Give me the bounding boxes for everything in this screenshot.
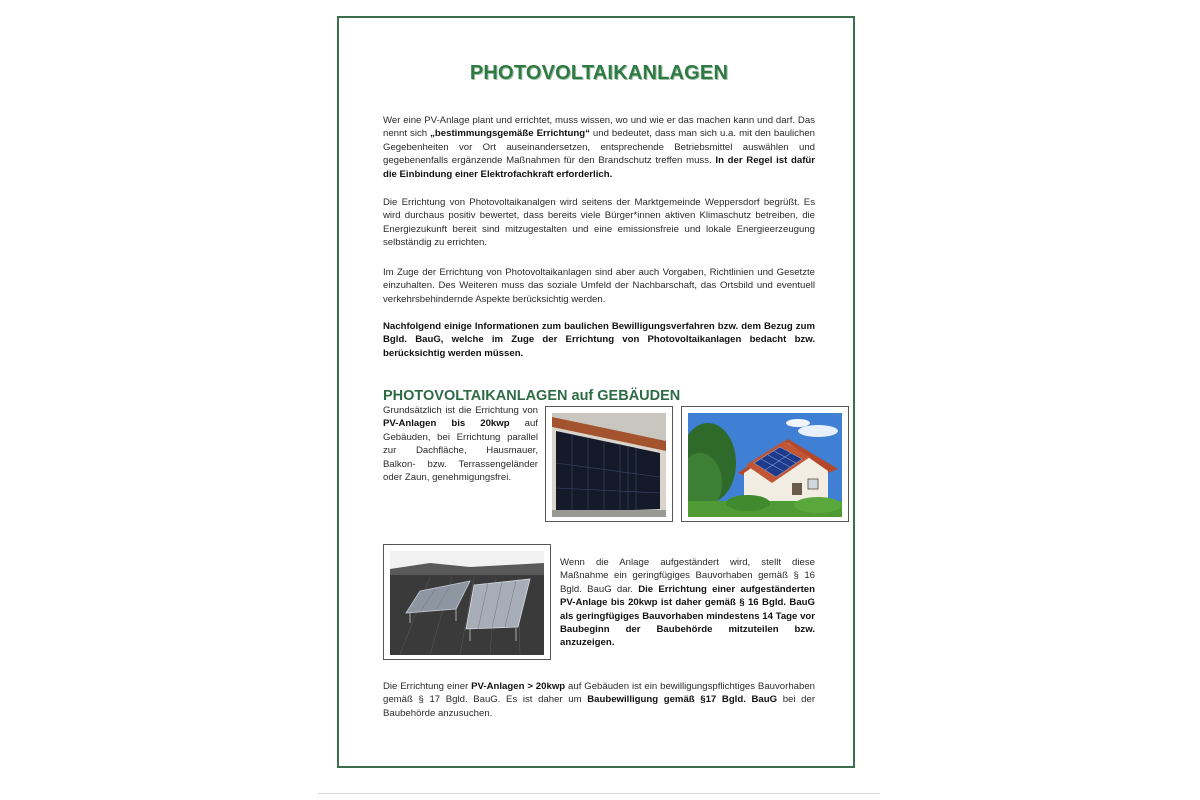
section-heading: PHOTOVOLTAIKANLAGEN auf GEBÄUDEN [383,388,681,404]
elevated-pv-image [390,551,544,655]
photo-roof-pv-house [681,406,849,522]
facade-pv-image [552,413,666,517]
p7-bold-2: Baubewilligung gemäß §17 Bgld. BauG [587,694,778,706]
page-content [383,62,816,719]
p5-bold: PV-Anlagen bis 20kwp [383,418,510,430]
p7-text-1: Die Errichtung einer [383,681,472,692]
p7-bold-1: PV-Anlagen > 20kwp [471,681,566,692]
p5-text-2: auf Gebäuden, bei Errichtung parallel zur Dachfläche, Hausmauer, Balkon- bzw. Terrassengeländer oder Zaun, genehmigungsfrei. [383,418,538,484]
p7-text-3: bei der Baubehörde anzusuchen. [383,694,816,719]
p5-text-1: Grundsätzlich ist die Errichtung von [383,405,538,416]
intro-bold-note: In der Regel ist dafür die Einbindung einer Elektrofachkraft erforderlich. [383,155,815,180]
photo-facade-pv [545,406,673,522]
p7-text-2: auf Gebäuden ist ein bewilligungspflichtiges Bauvorhaben gemäß § 17 Bgld. BauG. Es ist daher um [383,681,815,706]
intro-text-2: und bedeutet, dass man sich u.a. mit den baulichen Gegebenheiten vor Ort auseinandersetzen, entsprechende Betriebsmittel auswählen und gegebenenfalls ergänzende Maßnahmen für den Brandschutz treffen muss. [383,128,815,167]
intro-text-1: Wer eine PV-Anlage plant und errichtet, muss wissen, wo und wie er das machen kann und darf. Das nennt sich [383,115,815,140]
paragraph-5 [383,404,538,484]
intro-paragraph [383,114,815,181]
intro-bold-term: „bestimmungsgemäße Errichtung“ [430,128,590,140]
paragraph-4: Nachfolgend einige Informationen zum baulichen Bewilligungsverfahren bzw. dem Bezug zum Bgld. BauG, welche im Zuge der Errichtung von Photovoltaikanlagen bedacht bzw. berücksichtig werden müssen. [383,321,815,359]
photo-elevated-pv-roof [383,544,551,660]
paragraph-3: Im Zuge der Errichtung von Photovoltaikanlagen sind aber auch Vorgaben, Richtlinien und Gesetzte einzuhalten. Des Weiteren muss das soziale Umfeld der Nachbarschaft, das Ortsbild und eventuell verkehrsbehindernde Aspekte berücksichtig werden. [383,267,815,305]
document-page [337,16,855,768]
page-title: PHOTOVOLTAIKANLAGEN [469,62,729,84]
p6-text: Wenn die Anlage aufgeständert wird, stellt diese Maßnahme ein geringfügiges Bauvorhaben gemäß § 16 Bgld. BauG dar. [560,557,815,595]
roof-pv-image [688,413,842,517]
paragraph-2: Die Errichtung von Photovoltaikanalgen wird seitens der Marktgemeinde Weppersdorf begrüßt. Es wird durchaus positiv bewertet, dass bereits viele Bürger*innen aktiven Klimaschutz betreiben, die Energiezukunft bereit sind mitzugestalten und eine emissionsfreie und lokale Energieerzeugung selbständig zu errichten. [383,197,815,249]
p6-bold: Die Errichtung einer aufgeständerten PV-Anlage bis 20kwp ist daher gemäß § 16 Bgld. BauG als geringfügiges Bauvorhaben mindestens 14 Tage vor Baubeginn der Baubehörde mitzuteilen bzw. anzuzeigen. [560,583,815,649]
paragraph-6 [560,556,815,650]
paragraph-7 [383,680,815,720]
scan-edge-line [318,793,880,794]
